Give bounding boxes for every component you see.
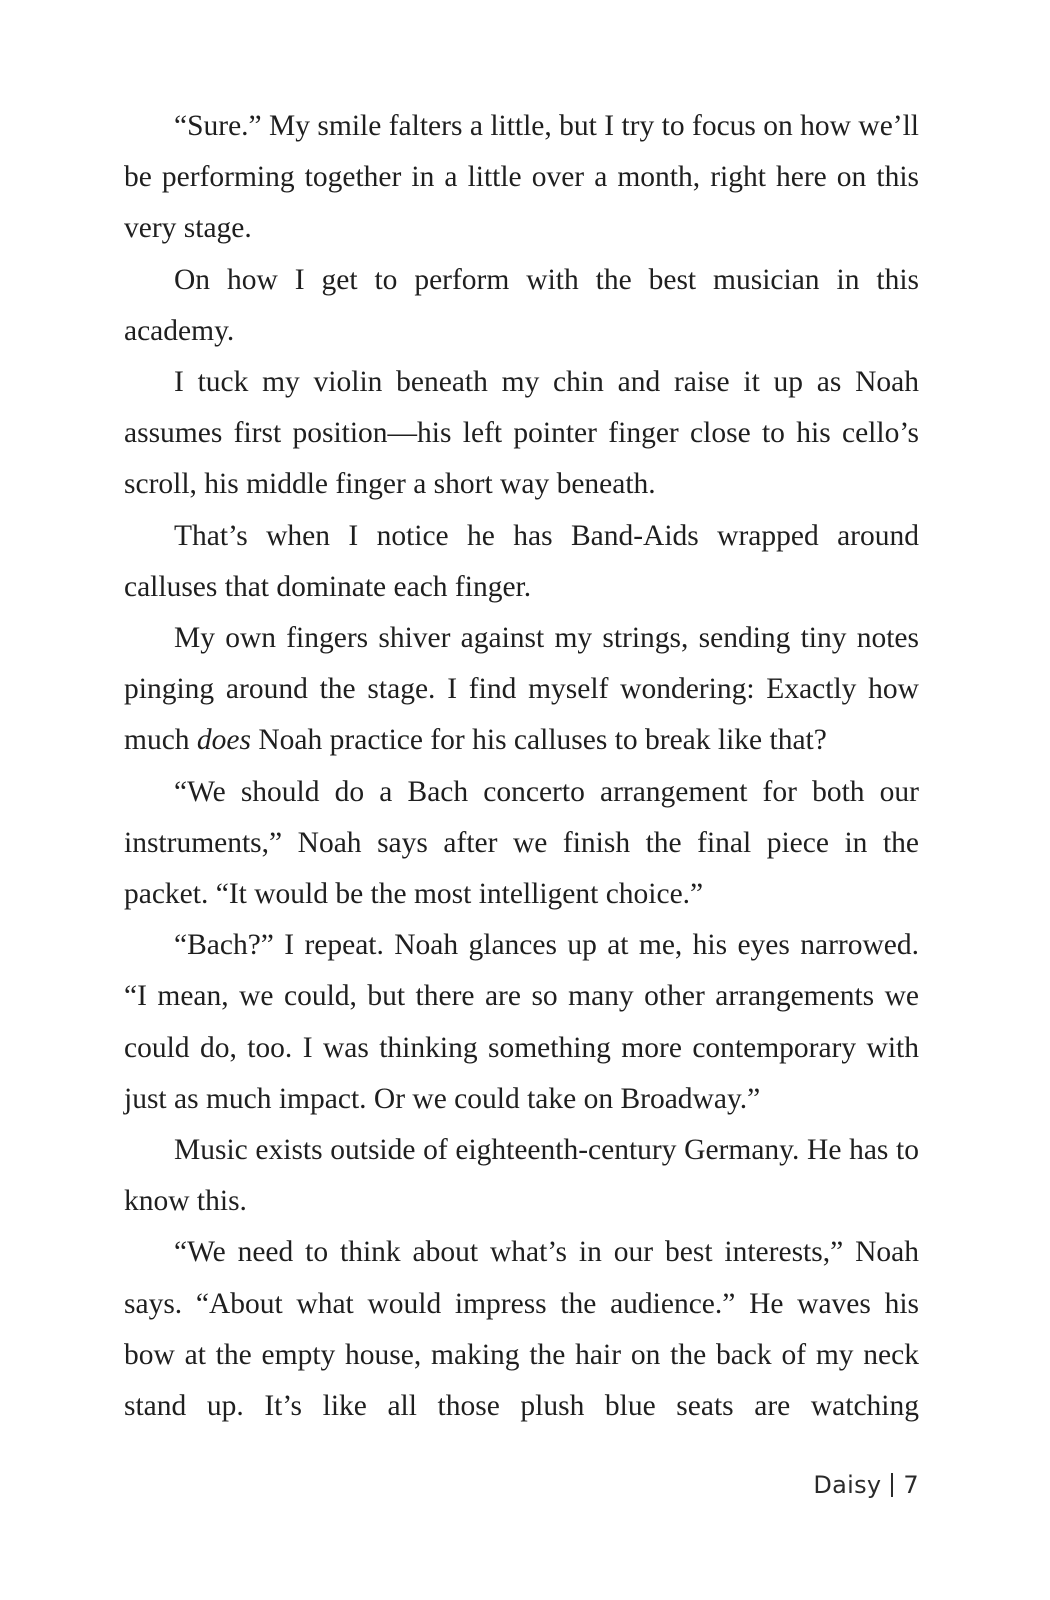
- body-text: [124, 101, 919, 1432]
- paragraph: “Sure.” My smile falters a little, but I try to focus on how we’ll be performing together in a little over a month, right here on this very stage.: [124, 110, 919, 245]
- paragraph-text: My own fingers shiver against my strings, sending tiny notes pinging around the stage. I find myself wondering: Exactly how much: [124, 622, 919, 757]
- paragraph: I tuck my violin beneath my chin and raise it up as Noah assumes first position—his left pointer finger close to his cello’s scroll, his middle finger a short way beneath.: [124, 366, 919, 501]
- page-footer: [813, 1471, 919, 1499]
- paragraph: Music exists outside of eighteenth-century Germany. He has to know this.: [124, 1134, 919, 1218]
- paragraph: On how I get to perform with the best musician in this academy.: [124, 263, 919, 347]
- emphasized-word: does: [196, 724, 251, 757]
- paragraph: That’s when I notice he has Band-Aids wrapped around calluses that dominate each finger.: [124, 519, 919, 603]
- footer-divider: [891, 1473, 893, 1497]
- paragraph: [124, 613, 919, 767]
- paragraph: “We should do a Bach concerto arrangement for both our instruments,” Noah says after we finish the final piece in the packet. “It would be the most intelligent choice.”: [124, 775, 919, 911]
- paragraph: “Bach?” I repeat. Noah glances up at me, his eyes narrowed. “I mean, we could, but there are so many other arrangements we could do, too. I was thinking something more contemporary with just as much impact. Or we could take on Broadway.”: [124, 929, 919, 1115]
- paragraph: “We need to think about what’s in our best interests,” Noah says. “About what would impress the audience.” He waves his bow at the empty house, making the hair on the back of my neck stand up. It’s like all those plush blue seats are watching: [124, 1236, 919, 1423]
- running-head: Daisy: [813, 1471, 882, 1499]
- paragraph-text: Noah practice for his calluses to break like that?: [251, 724, 827, 757]
- page-number: 7: [903, 1471, 919, 1499]
